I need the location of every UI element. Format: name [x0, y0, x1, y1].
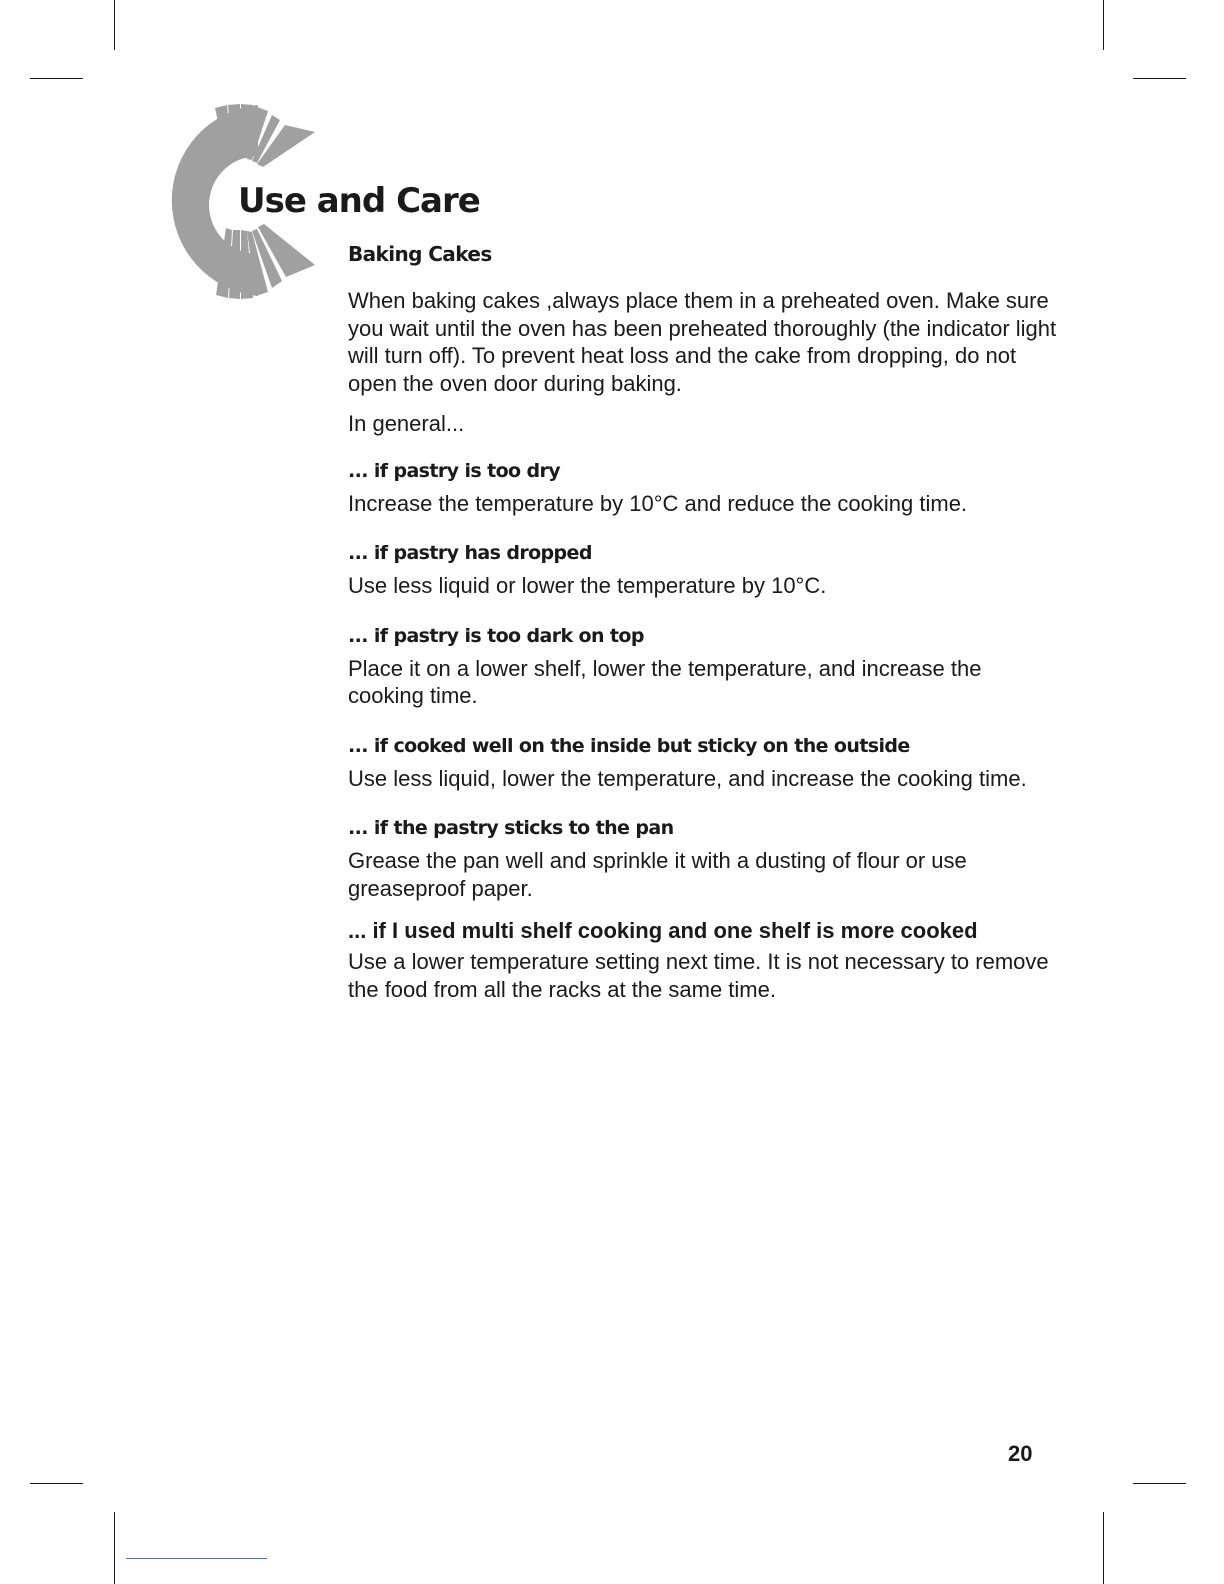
crop-mark-top-right-h: [1133, 78, 1186, 79]
general-paragraph: In general...: [348, 411, 465, 436]
tip-heading: ... if pastry is too dry: [348, 459, 561, 482]
tip-heading: ... if I used multi shelf cooking and one shelf is more cooked: [348, 918, 978, 943]
tip-text: Use less liquid, lower the temperature, and increase the cooking time.: [348, 765, 1027, 791]
tip-text: Grease the pan well and sprinkle it with a dusting of flour or use greaseproof paper.: [348, 848, 967, 901]
crop-mark-top-left-h: [30, 78, 83, 79]
tip-text: Use a lower temperature setting next time. It is not necessary to remove the food from all the racks at the same time.: [348, 949, 1049, 1002]
bottom-blue-rule: [126, 1558, 267, 1559]
tip-sticky-outside: [348, 733, 1058, 793]
tip-text: Place it on a lower shelf, lower the temperature, and increase the cooking time.: [348, 655, 982, 708]
page-number: 20: [1008, 1441, 1033, 1466]
section-title: Use and Care: [238, 181, 480, 221]
tip-too-dry: [348, 458, 1058, 518]
crop-mark-top-left: [114, 0, 115, 50]
tip-heading: ... if pastry has dropped: [348, 542, 592, 564]
main-content: [348, 240, 1058, 1003]
subtitle: Baking Cakes: [348, 242, 492, 266]
tip-heading: ... if the pastry sticks to the pan: [348, 817, 674, 839]
crop-mark-bottom-right: [1103, 1512, 1104, 1584]
tip-text: Use less liquid or lower the temperature by 10°C.: [348, 573, 827, 598]
tip-heading: ... if cooked well on the inside but sticky on the outside: [348, 734, 910, 757]
crop-mark-bottom-left-h: [30, 1483, 83, 1484]
intro-paragraph: When baking cakes ,always place them in a preheated oven. Make sure you wait until the oven has been preheated thoroughly (the indicator light will turn off). To prevent heat loss and the cake from dropping, do not open the oven door during baking.: [348, 288, 1057, 396]
tip-dark-on-top: [348, 623, 1058, 710]
tip-heading: ... if pastry is too dark on top: [348, 624, 644, 647]
crop-mark-bottom-right-h: [1133, 1483, 1186, 1484]
tip-text: Increase the temperature by 10°C and reduce the cooking time.: [348, 490, 968, 516]
tip-multi-shelf: [348, 918, 1058, 1003]
crop-mark-bottom-left: [114, 1512, 115, 1584]
tip-sticks-to-pan: [348, 815, 1058, 902]
crop-mark-top-right: [1103, 0, 1104, 50]
tip-dropped: [348, 540, 1058, 600]
